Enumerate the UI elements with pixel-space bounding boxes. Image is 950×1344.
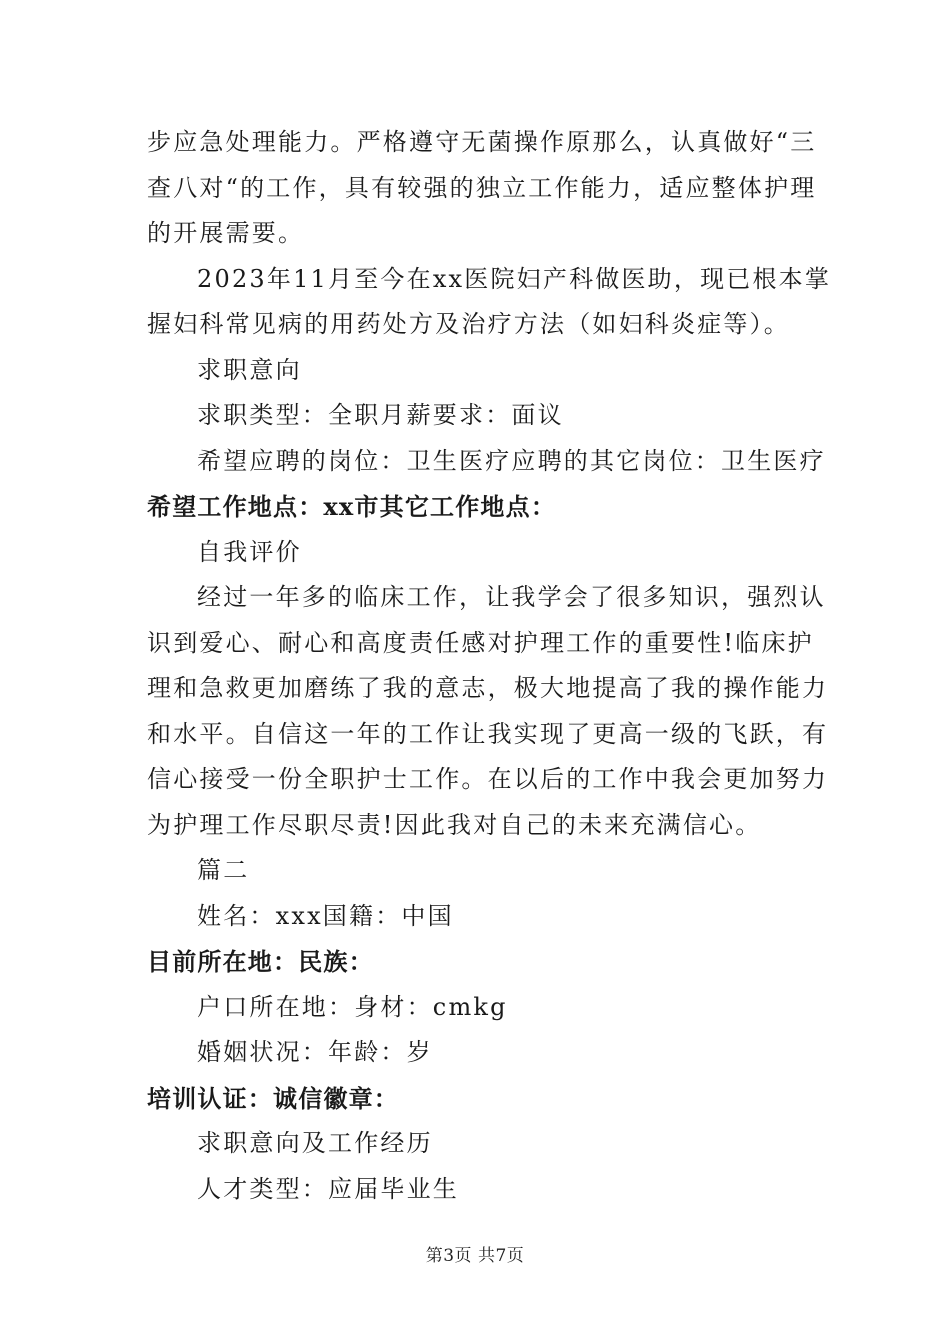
- bold-field-line: 希望工作地点：xx市其它工作地点：: [147, 492, 557, 521]
- section-heading: 求职意向及工作经历: [197, 1129, 433, 1157]
- body-line: 和水平。自信这一年的工作让我实现了更高一级的飞跃，有: [147, 719, 829, 748]
- body-line: 的开展需要。: [147, 219, 305, 247]
- body-line: 户口所在地：身材：cmkg: [197, 992, 508, 1021]
- body-line: 希望应聘的岗位：卫生医疗应聘的其它岗位：卫生医疗: [197, 446, 826, 475]
- body-line: 2023年11月至今在xx医院妇产科做医助，现已根本掌: [197, 264, 832, 293]
- body-line: 婚姻状况：年龄：岁: [197, 1038, 433, 1066]
- body-line: 人才类型：应届毕业生: [197, 1174, 459, 1203]
- section-heading: 篇二: [197, 856, 250, 884]
- body-line: 求职类型：全职月薪要求：面议: [197, 401, 564, 429]
- body-line: 理和急救更加磨练了我的意志，极大地提高了我的操作能力: [147, 674, 829, 702]
- page-number-footer: 第3页 共7页: [425, 1246, 525, 1266]
- section-heading: 求职意向: [197, 355, 302, 384]
- bold-field-line: 培训认证：诚信徽章：: [147, 1083, 399, 1113]
- body-line: 识到爱心、耐心和高度责任感对护理工作的重要性!临床护: [147, 628, 814, 657]
- body-line: 姓名：xxx国籍：中国: [197, 901, 454, 930]
- body-line: 经过一年多的临床工作，让我学会了很多知识，强烈认: [197, 583, 826, 611]
- body-line: 信心接受一份全职护士工作。在以后的工作中我会更加努力: [147, 765, 829, 793]
- document-body: [147, 120, 832, 1212]
- body-line: 为护理工作尽职尽责!因此我对自己的未来充满信心。: [147, 810, 762, 839]
- bold-field-line: 目前所在地：民族：: [147, 947, 374, 976]
- body-line: 握妇科常见病的用药处方及治疗方法（如妇科炎症等）。: [147, 310, 790, 338]
- body-line: 步应急处理能力。严格遵守无菌操作原那么，认真做好“三: [147, 128, 817, 156]
- body-line: 查八对“的工作，具有较强的独立工作能力，适应整体护理: [147, 173, 817, 202]
- section-heading: 自我评价: [197, 537, 302, 566]
